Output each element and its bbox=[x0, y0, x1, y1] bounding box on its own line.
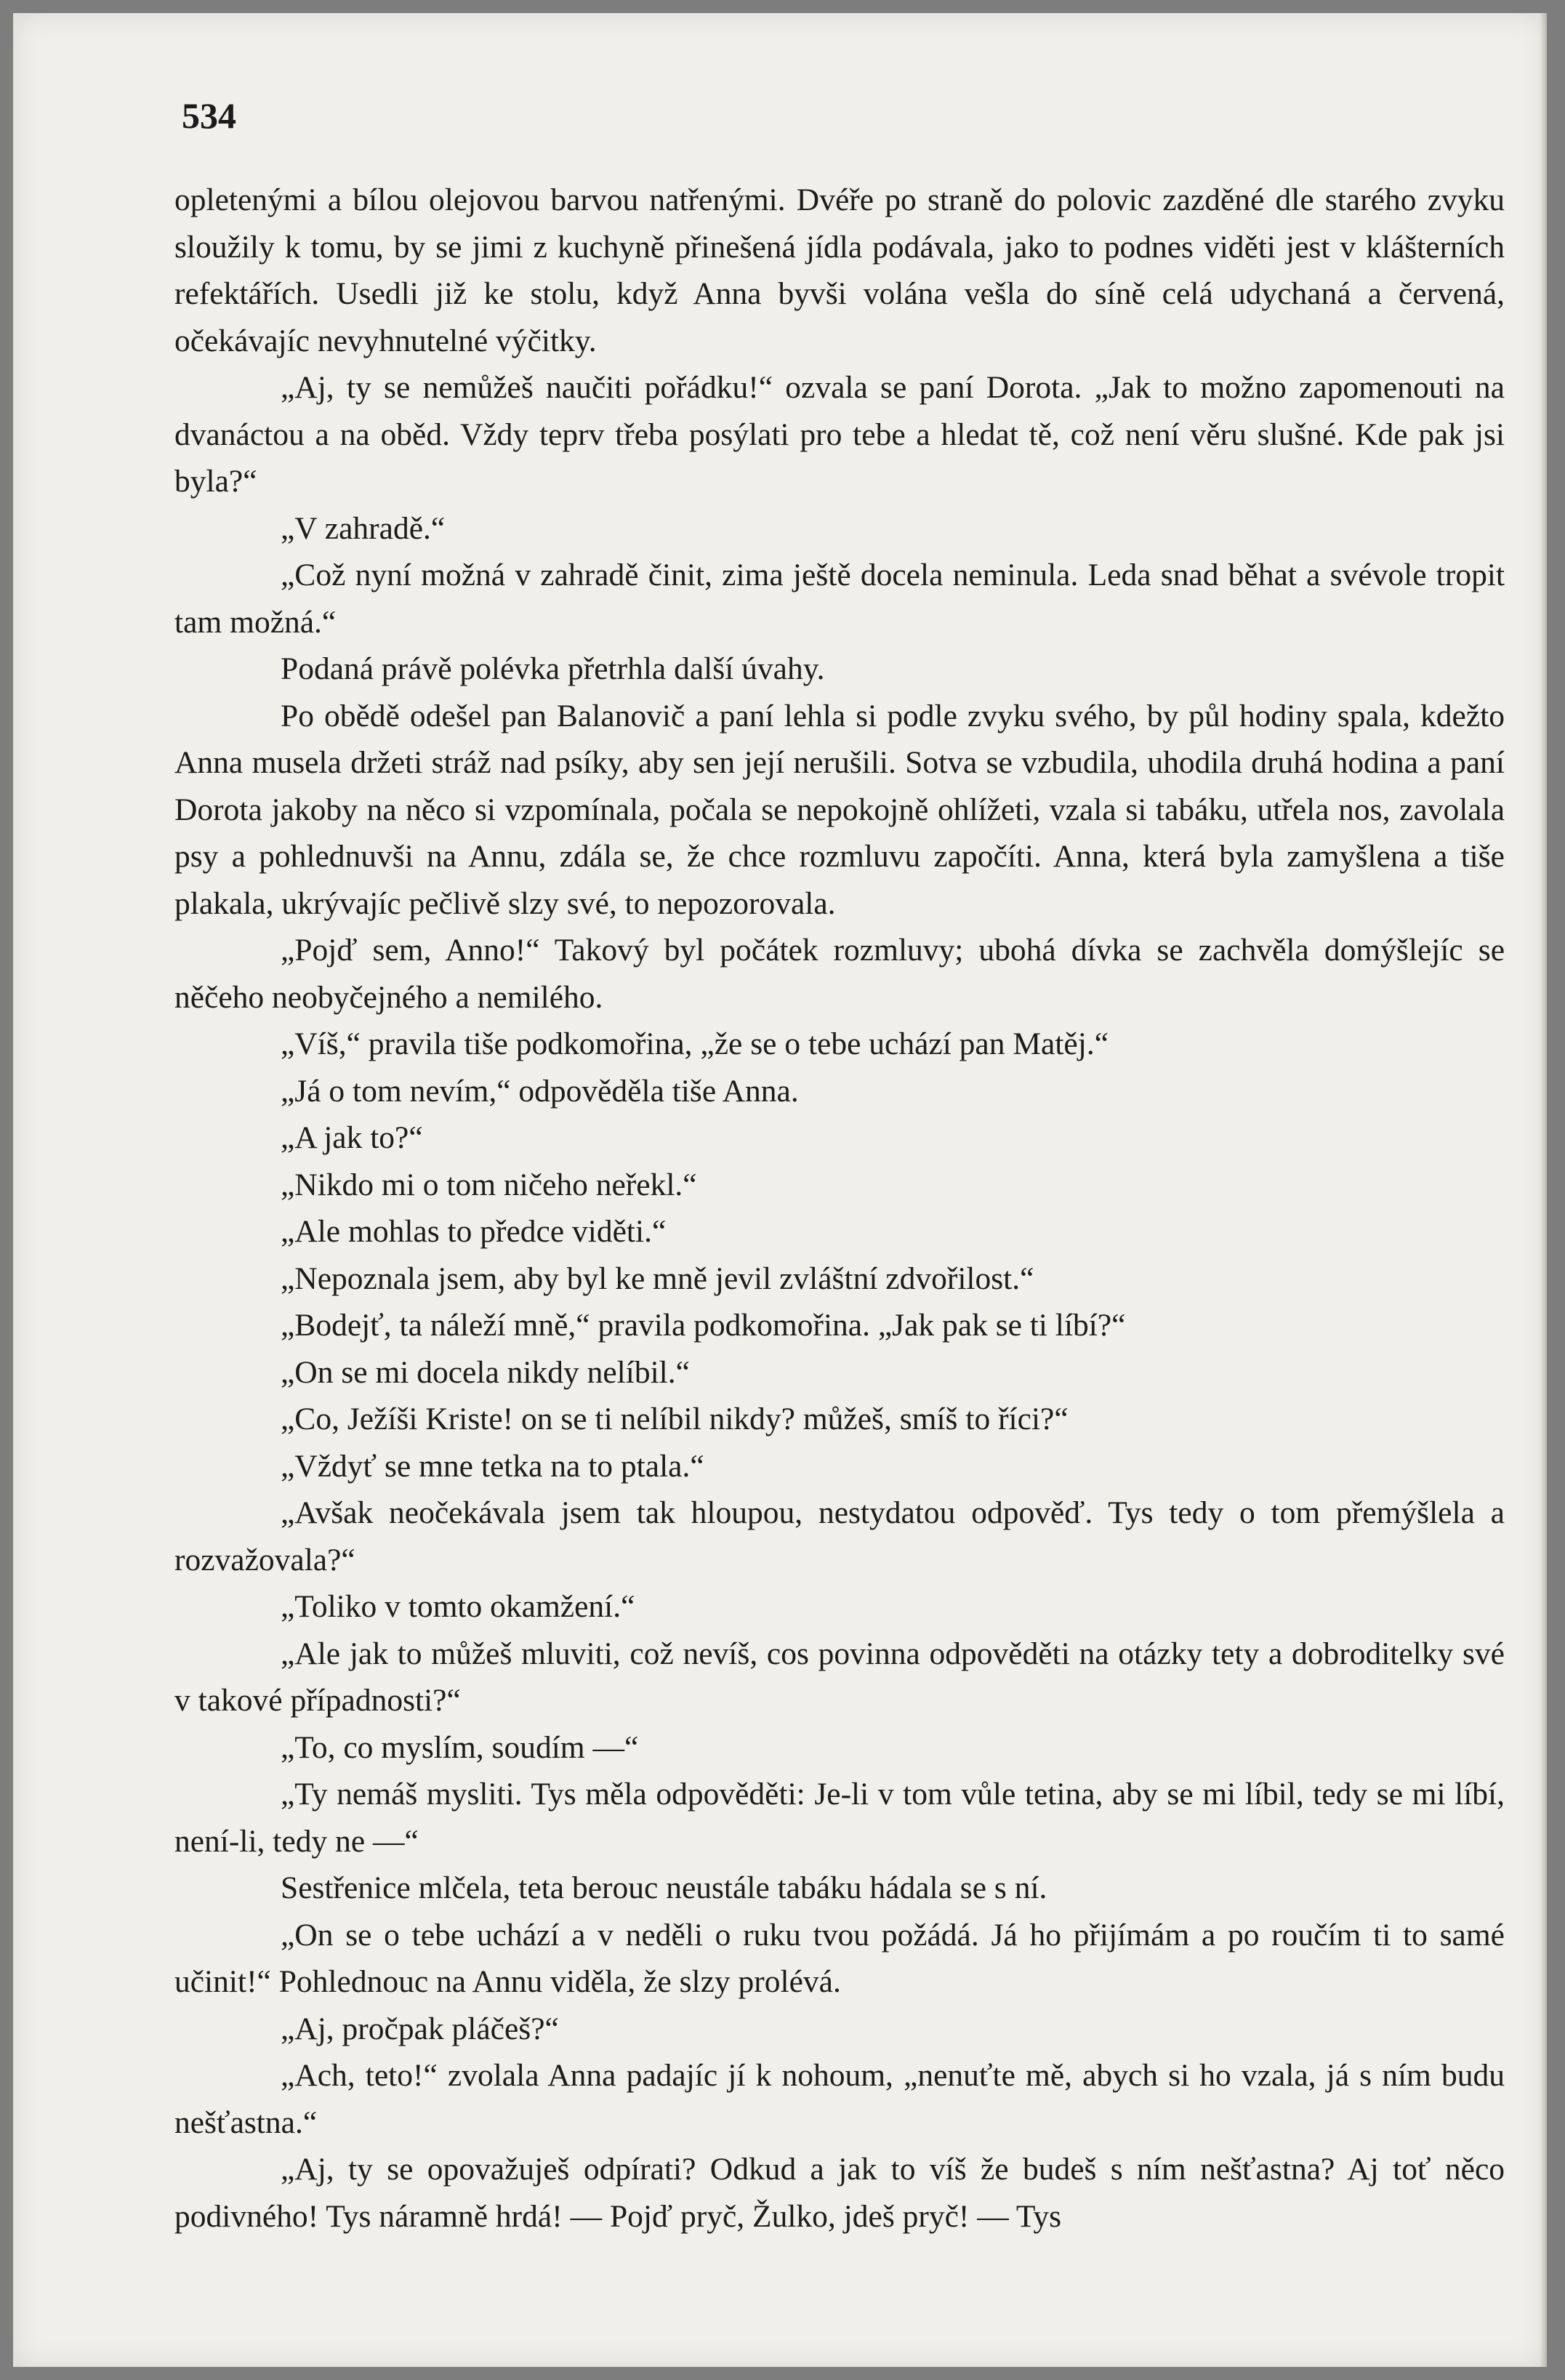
paragraph: „A jak to?“ bbox=[281, 1120, 423, 1155]
paragraph: Po obědě odešel pan Balanovič a paní lehla si podle zvyku svého, by půl hodiny spala, kdežto Anna musela držeti stráž nad psíky, aby sen její nerušili. Sotva se vzbudila, uhodila druhá hodina a paní Dorota jakoby na něco si vzpomínala, počala se nepokojně ohlížeti, vzala si tabáku, utřela nos, zavolala psy a pohlednuvši na Annu, zdála se, že chce rozmluvu započíti. Anna, která byla zamyšlena a tiše plakala, ukrývajíc pečlivě slzy své, to nepozorovala. bbox=[174, 698, 1505, 921]
paragraph: „Víš,“ pravila tiše podkomořina, „že se o tebe uchází pan Matěj.“ bbox=[281, 1026, 1109, 1061]
paragraph: opletenými a bílou olejovou barvou natřenými. Dvéře po straně do polovic zazděné dle starého zvyku sloužily k tomu, by se jimi z kuchyně přinešená jídla podávala, jako to podnes viděti jest v klášterních refektářích. Usedli již ke stolu, když Anna byvši volána vešla do síně celá udychaná a červená, očekávajíc nevyhnutelné výčitky. bbox=[174, 182, 1505, 358]
paragraph: „Já o tom nevím,“ odpověděla tiše Anna. bbox=[281, 1073, 799, 1109]
paragraph: „To, co myslím, soudím —“ bbox=[281, 1729, 639, 1765]
paragraph: „V zahradě.“ bbox=[281, 510, 446, 546]
paragraph: „Toliko v tomto okamžení.“ bbox=[281, 1589, 635, 1624]
paragraph: „On se o tebe uchází a v neděli o ruku tvou požádá. Já ho přijímám a po roučím ti to samé učinit!“ Pohlednouc na Annu viděla, že slzy prolévá. bbox=[174, 1917, 1505, 1999]
paragraph: „Pojď sem, Anno!“ Takový byl počátek rozmluvy; ubohá dívka se zachvěla domýšlejíc se něčeho neobyčejného a nemilého. bbox=[174, 933, 1505, 1015]
page-edge-shadow bbox=[1540, 13, 1547, 2367]
paragraph: „Ale mohlas to předce viděti.“ bbox=[281, 1214, 667, 1249]
body-text bbox=[174, 177, 1505, 2240]
page-number: 534 bbox=[182, 95, 236, 136]
paragraph: „Co, Ježíši Kriste! on se ti nelíbil nikdy? můžeš, smíš to říci?“ bbox=[281, 1402, 1069, 1436]
paragraph: „Nepoznala jsem, aby byl ke mně jevil zvláštní zdvořilost.“ bbox=[281, 1261, 1034, 1296]
book-page bbox=[13, 13, 1547, 2367]
paragraph: „Nikdo mi o tom ničeho neřekl.“ bbox=[281, 1167, 697, 1202]
paragraph: „Ty nemáš mysliti. Tys měla odpověděti: Je-li v tom vůle tetina, aby se mi líbil, tedy se mi líbí, není-li, tedy ne —“ bbox=[174, 1777, 1505, 1859]
paragraph: „Ale jak to můžeš mluviti, což nevíš, cos povinna odpověděti na otázky tety a dobroditelky své v takové případnosti?“ bbox=[174, 1636, 1505, 1718]
paragraph: „Aj, pročpak pláčeš?“ bbox=[281, 2011, 559, 2046]
paragraph: „Ach, teto!“ zvolala Anna padajíc jí k nohoum, „nenuťte mě, abych si ho vzala, já s ním budu nešťastna.“ bbox=[174, 2058, 1505, 2140]
paragraph: „Aj, ty se opovažuješ odpírati? Odkud a jak to víš že budeš s ním nešťastna? Aj toť něco podivného! Tys náramně hrdá! — Pojď pryč, Žulko, jdeš pryč! — Tys bbox=[174, 2152, 1505, 2234]
paragraph: Podaná právě polévka přetrhla další úvahy. bbox=[281, 651, 825, 686]
paragraph: „Vždyť se mne tetka na to ptala.“ bbox=[281, 1448, 704, 1484]
paragraph: „Avšak neočekávala jsem tak hloupou, nestydatou odpověď. Tys tedy o tom přemýšlela a rozvažovala?“ bbox=[174, 1495, 1505, 1577]
paragraph: „Což nyní možná v zahradě činit, zima ještě docela neminula. Leda snad běhat a svévole tropit tam možná.“ bbox=[174, 558, 1505, 640]
paragraph: „On se mi docela nikdy nelíbil.“ bbox=[281, 1354, 690, 1390]
paragraph: „Aj, ty se nemůžeš naučiti pořádku!“ ozvala se paní Dorota. „Jak to možno zapomenouti na dvanáctou a na oběd. Vždy teprv třeba posýlati pro tebe a hledat tě, což není věru slušné. Kde pak jsi byla?“ bbox=[174, 370, 1505, 499]
paragraph: Sestřenice mlčela, teta berouc neustále tabáku hádala se s ní. bbox=[281, 1870, 1047, 1905]
paragraph: „Bodejť, ta náleží mně,“ pravila podkomořina. „Jak pak se ti líbí?“ bbox=[281, 1308, 1126, 1343]
